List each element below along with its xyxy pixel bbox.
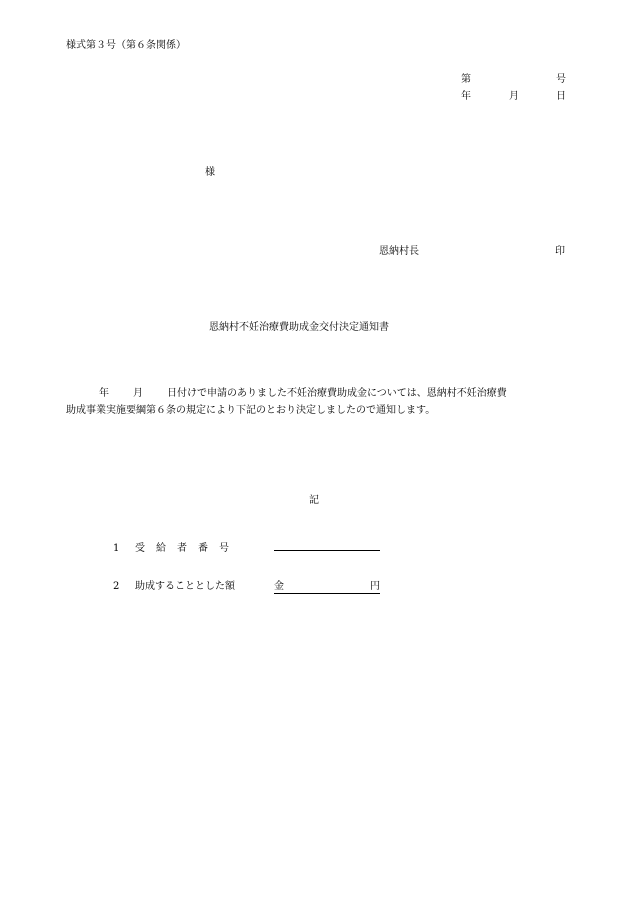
issue-number-suffix: 号 — [556, 74, 566, 85]
issue-date-month: 月 — [509, 91, 519, 102]
body-date-month: 月 — [133, 388, 143, 399]
ki-heading: 記 — [309, 495, 319, 506]
sender-name: 恩納村長 — [379, 246, 419, 257]
amount-prefix: 金 — [274, 581, 284, 592]
issue-date-year: 年 — [461, 91, 471, 102]
recipient-honorific: 様 — [205, 167, 215, 178]
form-number: 様式第３号（第６条関係） — [66, 40, 186, 51]
body-line-1 — [66, 385, 570, 402]
issue-number-prefix: 第 — [461, 74, 471, 85]
seal-mark: 印 — [555, 246, 565, 257]
item-grant-amount — [113, 582, 380, 594]
grant-amount-blank — [274, 582, 380, 594]
item-recipient-number — [113, 539, 380, 554]
item-label: 受給者番号 — [135, 543, 240, 554]
body-line-2: 助成事業実施要綱第６条の規定により下記のとおり決定しましたので通知します。 — [66, 405, 436, 416]
item-number: 2 — [113, 581, 120, 592]
body-paragraph — [66, 385, 570, 419]
recipient-number-blank — [274, 539, 380, 551]
document-title: 恩納村不妊治療費助成金交付決定通知書 — [209, 322, 389, 333]
issue-date-day: 日 — [556, 91, 566, 102]
item-number: 1 — [113, 543, 120, 554]
amount-suffix: 円 — [370, 581, 380, 592]
body-date-year: 年 — [99, 388, 109, 399]
item-label: 助成することとした額 — [135, 581, 235, 592]
body-line-1-text: 日付けで申請のありました不妊治療費助成金については、恩納村不妊治療費 — [167, 388, 507, 399]
